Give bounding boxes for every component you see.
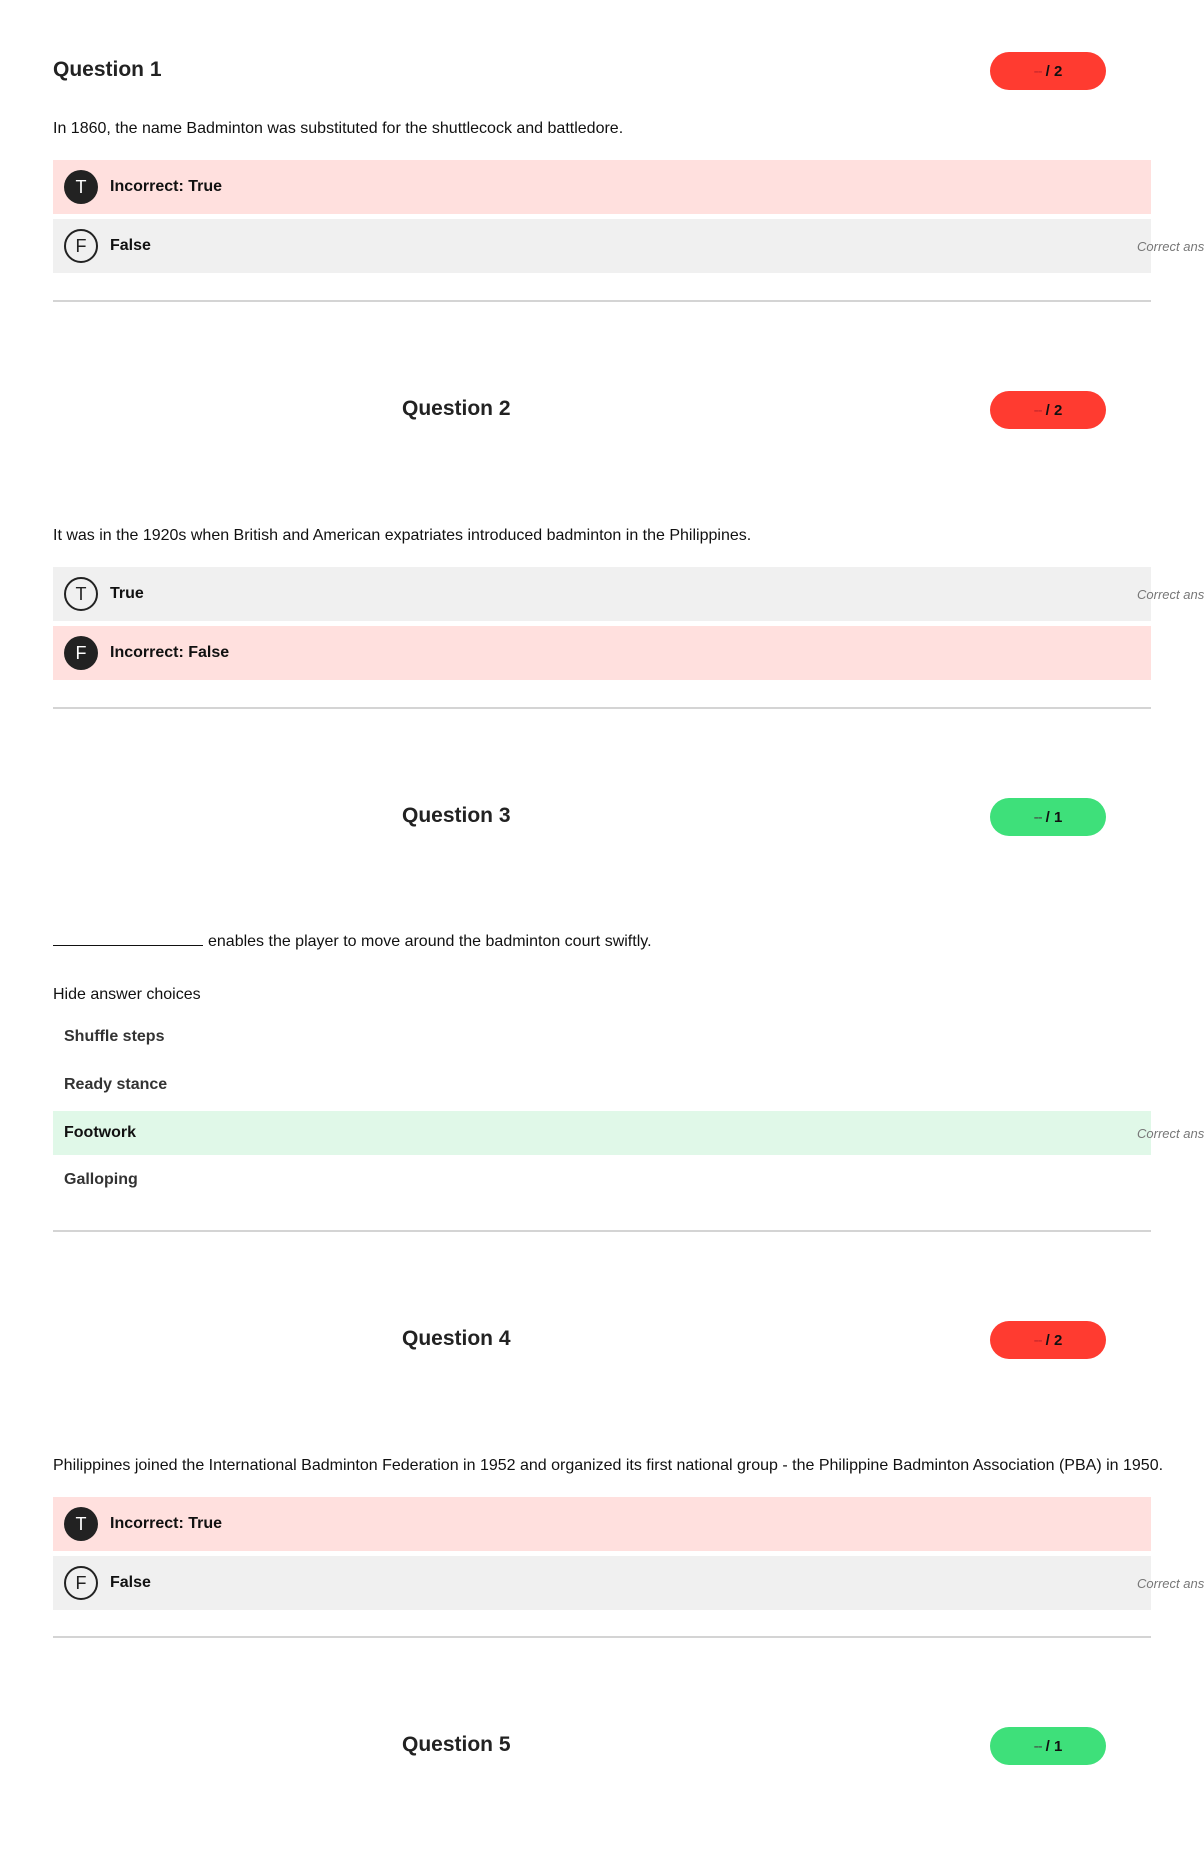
question-3-score-badge [990, 798, 1106, 836]
score-total: / 1 [1045, 808, 1063, 826]
score-total: / 2 [1045, 1331, 1063, 1349]
correct-answer-tag: Correct ans [1137, 586, 1204, 602]
question-divider [53, 1636, 1151, 1638]
question-1-option-true[interactable] [53, 160, 1151, 214]
choice-label: Shuffle steps [64, 1028, 165, 1045]
question-2-option-false[interactable] [53, 626, 1151, 680]
question-3-choice[interactable] [53, 1158, 1151, 1202]
question-1-prompt: In 1860, the name Badminton was substituted for the shuttlecock and battledore. [53, 120, 624, 137]
question-3-prompt-text: enables the player to move around the badminton court swiftly. [208, 933, 652, 950]
question-4-score-badge [990, 1321, 1106, 1359]
correct-answer-tag: Correct ans [1137, 1125, 1204, 1141]
question-2-score-badge [990, 391, 1106, 429]
score-earned: -- [1033, 401, 1042, 419]
score-total: / 2 [1045, 62, 1063, 80]
question-4-option-false[interactable] [53, 1556, 1204, 1610]
option-letter-badge: F [64, 229, 98, 263]
question-1-option-false[interactable] [53, 219, 1204, 273]
question-3-title: Question 3 [402, 804, 511, 827]
choice-label: Ready stance [64, 1076, 168, 1093]
hide-answer-choices-link[interactable]: Hide answer choices [53, 986, 201, 1003]
question-4-option-true[interactable] [53, 1497, 1151, 1551]
option-letter-badge: F [64, 636, 98, 670]
question-5-score-badge [990, 1727, 1106, 1765]
option-label: False [110, 1574, 151, 1591]
question-3-choice[interactable] [53, 1015, 1151, 1059]
question-2-prompt: It was in the 1920s when British and American expatriates introduced badminton in the Philippines. [53, 527, 752, 544]
option-letter-badge: T [64, 577, 98, 611]
question-5-title: Question 5 [402, 1733, 511, 1756]
question-4-title: Question 4 [402, 1327, 511, 1350]
question-divider [53, 1230, 1151, 1232]
option-label: Incorrect: True [110, 1515, 223, 1532]
option-label: False [110, 237, 151, 254]
option-label: Incorrect: True [110, 178, 223, 195]
question-divider [53, 707, 1151, 709]
question-1-title: Question 1 [53, 58, 162, 81]
option-label: Incorrect: False [110, 644, 230, 661]
question-2-option-true[interactable] [53, 567, 1204, 621]
score-earned: -- [1033, 808, 1042, 826]
score-total: / 1 [1045, 1737, 1063, 1755]
question-3-choice[interactable] [53, 1063, 1151, 1107]
question-3-choice-correct[interactable] [53, 1111, 1204, 1155]
choice-label: Footwork [64, 1124, 136, 1141]
question-2-title: Question 2 [402, 397, 511, 420]
option-letter-badge: F [64, 1566, 98, 1600]
question-3-prompt [53, 933, 652, 951]
fill-in-blank [53, 944, 203, 946]
option-label: True [110, 585, 144, 602]
score-earned: -- [1033, 62, 1042, 80]
correct-answer-tag: Correct ans [1137, 238, 1204, 254]
choice-label: Galloping [64, 1171, 138, 1188]
question-divider [53, 300, 1151, 302]
correct-answer-tag: Correct ans [1137, 1575, 1204, 1591]
score-total: / 2 [1045, 401, 1063, 419]
question-1-score-badge [990, 52, 1106, 90]
score-earned: -- [1033, 1331, 1042, 1349]
score-earned: -- [1033, 1737, 1042, 1755]
option-letter-badge: T [64, 1507, 98, 1541]
option-letter-badge: T [64, 170, 98, 204]
question-4-prompt: Philippines joined the International Badminton Federation in 1952 and organized its first national group - the Philippine Badminton Association (PBA) in 1950. [53, 1457, 1164, 1474]
